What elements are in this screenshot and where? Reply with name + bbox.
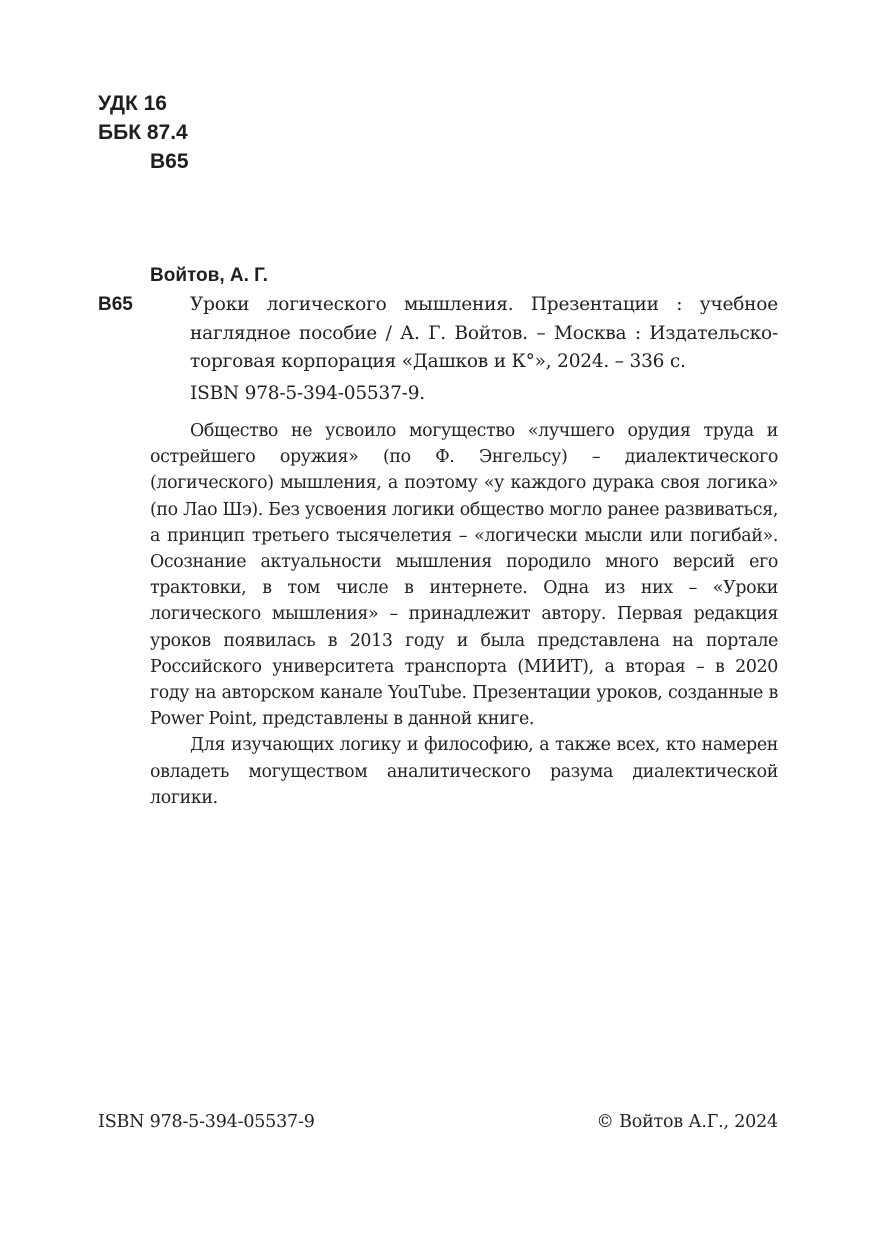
margin-author-mark: В65: [98, 294, 133, 315]
bbk-code: ББК 87.4: [98, 121, 188, 144]
footer-copyright: © Войтов А.Г., 2024: [596, 1112, 778, 1132]
annotation-paragraph: Общество не усвоило могущество «лучшего орудия труда и острейшего оружия» (по Ф. Энгельсу) – диалектического (логического) мышления, а поэтому «у каждого дурака своя логика» (по Лао Шэ). Без усвоения логики общество могло ранее развиваться, а принцип третьего тысячелетия – «логически мысли или погибай». Осознание актуальности мышления породило много версий его трактовки, в том числе в интернете. Одна из них – «Уроки логического мышления» – принадлежит автору. Первая редакция уроков появилась в 2013 году и была представлена на портале Российского университета транспорта (МИИТ), а вторая – в 2020 году на авторском канале YouTube. Презентации уроков, созданные в Power Point, представлены в данной книге.: [150, 421, 778, 730]
bibliographic-description: Уроки логического мышления. Презентации : учебное наглядное пособие / А. Г. Войтов. – Москва : Издательско-торговая корпорация «Дашков и К°», 2024. – 336 с.: [190, 294, 778, 372]
classification-block: [98, 89, 189, 176]
isbn-record: ISBN 978-5-394-05537-9.: [190, 383, 425, 404]
udk-code: УДК 16: [98, 92, 167, 115]
author-mark: В65: [150, 150, 189, 173]
footer-isbn: ISBN 978-5-394-05537-9: [98, 1112, 315, 1132]
annotation-paragraph: Для изучающих логику и философию, а также всех, кто намерен овладеть могуществом аналитического разума диалектической логики.: [150, 735, 778, 808]
author-heading: Войтов, А. Г.: [150, 265, 268, 286]
annotation: [150, 418, 778, 811]
